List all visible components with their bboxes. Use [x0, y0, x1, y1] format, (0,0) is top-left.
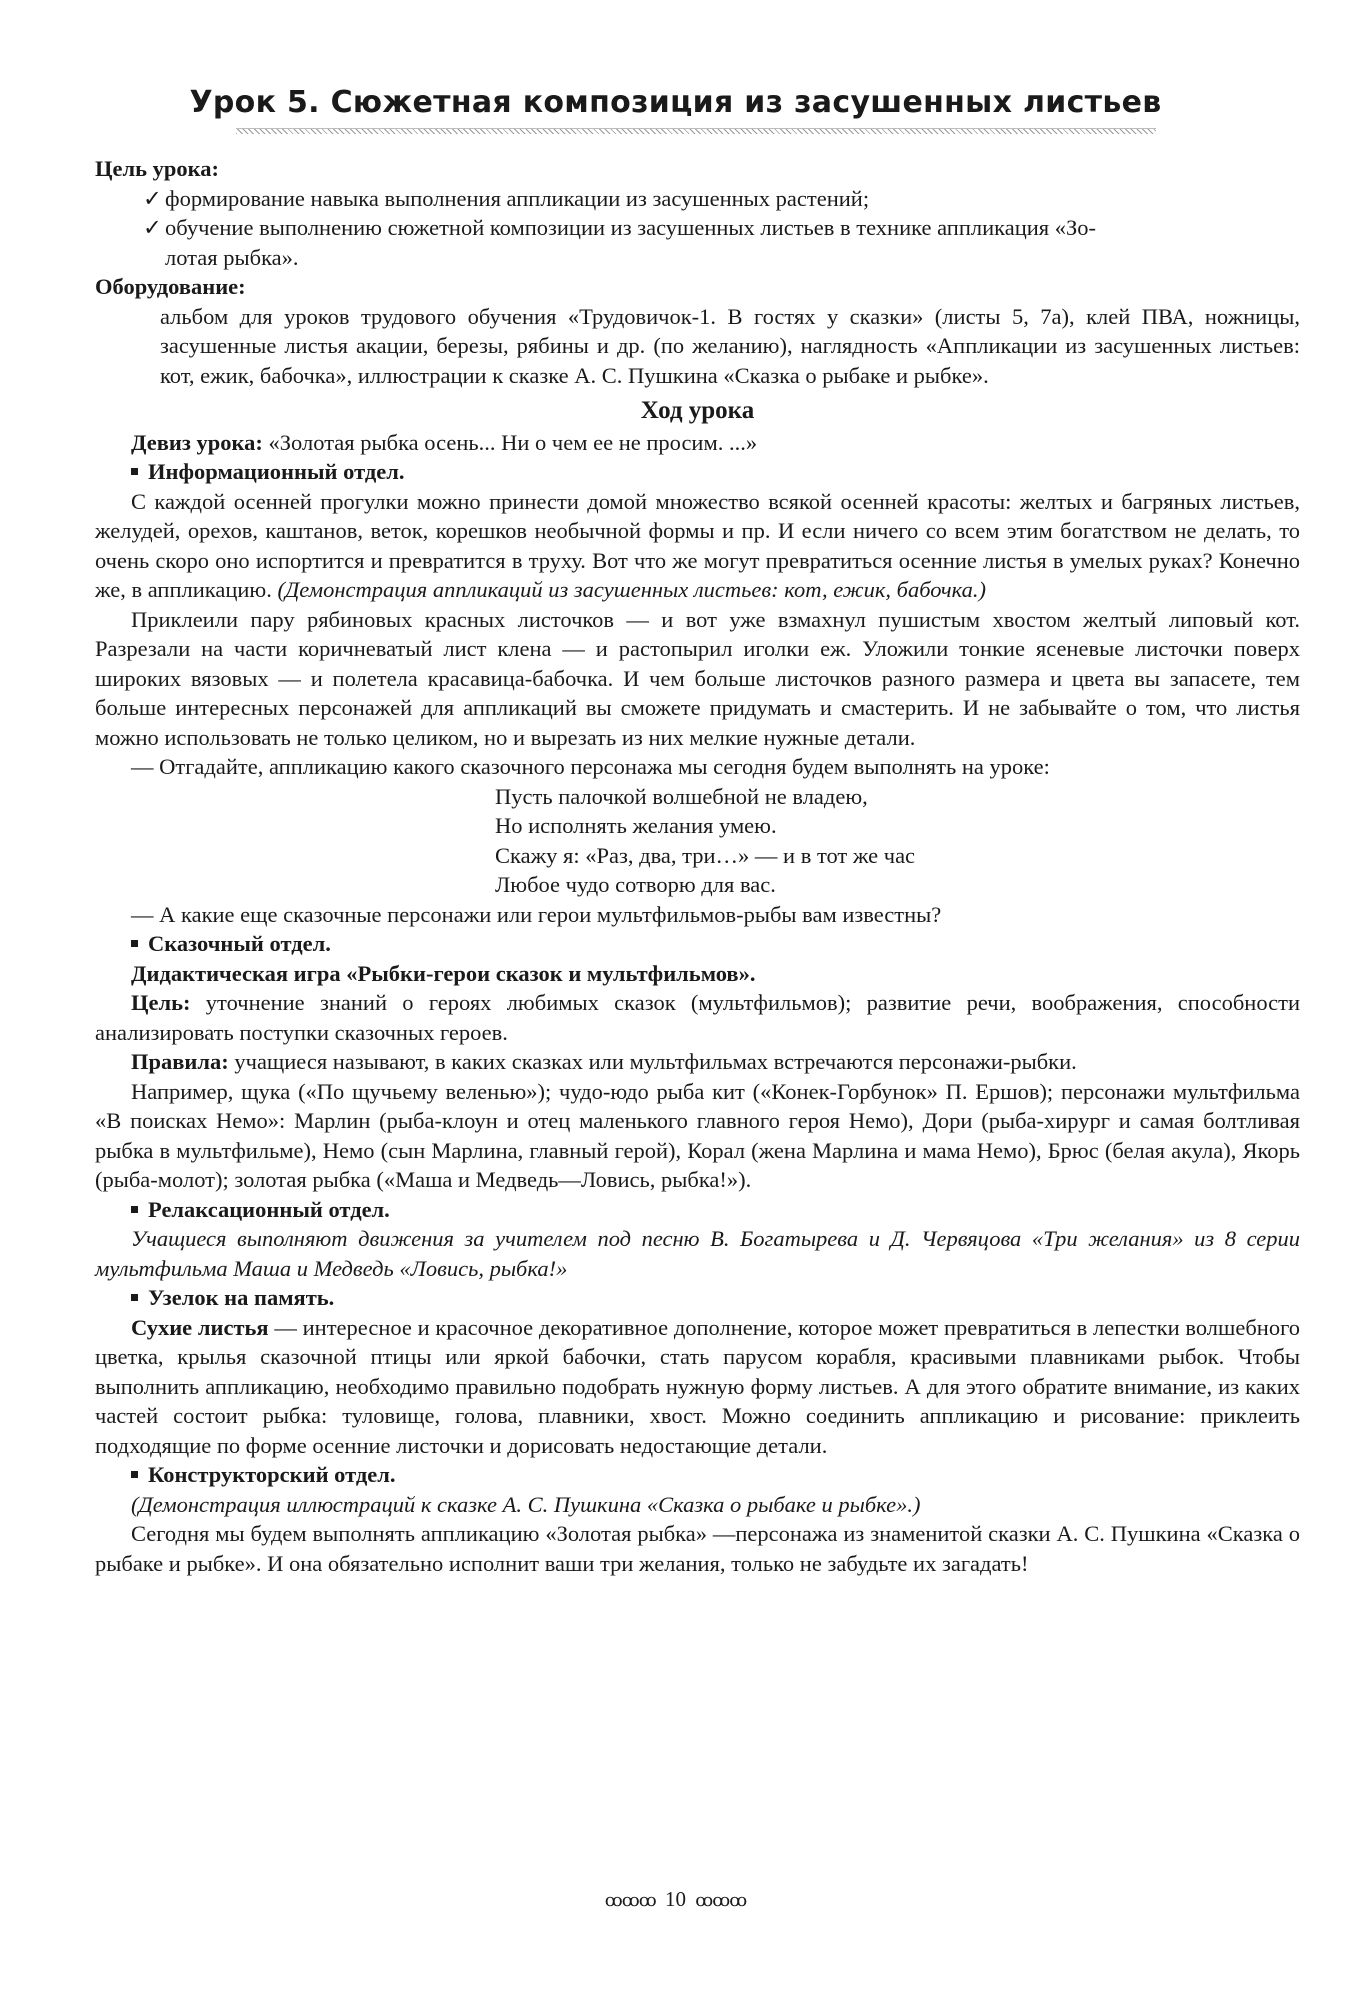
goal-item-1: ✓ формирование навыка выполнения аппликации из засушенных растений;: [95, 184, 1300, 214]
game-example: Например, щука («По щучьему веленью»); чудо-юдо рыба кит («Конек-Горбунок» П. Ершов); персонажи мультфильма «В поисках Немо»: Марлин (рыба-клоун и отец маленького главного героя Немо), Дори (рыба-хирург и самая болтливая рыбка в мультфильме), Немо (сын Марлина, главный герой), Корал (жена Марлина и мама Немо), Брюс (белая акула), Якорь (рыба-молот); золотая рыбка («Маша и Медведь—Ловись, рыбка!»).: [95, 1078, 1300, 1192]
section-relax: Релаксационный отдел.: [95, 1195, 1300, 1225]
page-number: 10: [665, 1887, 686, 1911]
bullet-icon: [131, 1471, 138, 1478]
section-memory: Узелок на память.: [95, 1283, 1300, 1313]
bullet-icon: [131, 1206, 138, 1213]
section-info: Информационный отдел.: [95, 457, 1300, 487]
poem-line: Пусть палочкой волшебной не владею,: [495, 783, 868, 809]
game-goal: Цель: уточнение знаний о героях любимых сказок (мультфильмов); развитие речи, воображения, способности анализировать поступки сказочных героев.: [95, 990, 1300, 1045]
poem-line: Но исполнять желания умею.: [495, 813, 777, 838]
poem: [95, 782, 1300, 900]
ornament-right-icon: ꝏꝏꝏ: [695, 1890, 747, 1911]
game-rules: Правила: учащиеся называют, в каких сказках или мультфильмах встречаются персонажи-рыбки.: [131, 1049, 1077, 1074]
goal-item-2-cont: лотая рыбка».: [165, 244, 299, 270]
game-title: Дидактическая игра «Рыбки-герои сказок и мультфильмов».: [131, 960, 756, 986]
bullet-icon: [131, 468, 138, 475]
motto-text: «Золотая рыбка осень... Ни о чем ее не просим. ...»: [262, 429, 758, 455]
goal-item-2: ✓ обучение выполнению сюжетной композиции из засушенных листьев в технике аппликация «Зо-: [95, 213, 1300, 243]
check-icon: ✓: [143, 215, 162, 240]
poem-line: Скажу я: «Раз, два, три…» — и в тот же час: [495, 842, 916, 868]
section-construct: Конструкторский отдел.: [95, 1460, 1300, 1490]
equipment-text: альбом для уроков трудового обучения «Трудовичок-1. В гостях у сказки» (листы 5, 7а), клей ПВА, ножницы, засушенные листья акации, березы, рябины и др. (по желанию), наглядность «Аппликации из засушенных листьев: кот, ежик, бабочка», иллюстрации к сказке А. С. Пушкина «Сказка о рыбаке и рыбке».: [160, 303, 1300, 388]
riddle-intro: — Отгадайте, аппликацию какого сказочного персонажа мы сегодня будем выполнять на уроке:: [131, 754, 1050, 779]
relax-text: Учащиеся выполняют движения за учителем под песню В. Богатырева и Д. Червяцова «Три желания» из 8 серии мультфильма Маша и Медведь «Ловись, рыбка!»: [95, 1226, 1300, 1281]
equipment-label: Оборудование:: [95, 274, 246, 299]
motto: [95, 428, 1300, 458]
motto-label: Девиз урока:: [131, 429, 263, 455]
bullet-icon: [131, 940, 138, 947]
content: [95, 154, 1300, 1578]
construct-text: Сегодня мы будем выполнять аппликацию «Золотая рыбка» —персонажа из знаменитой сказки А. С. Пушкина «Сказка о рыбаке и рыбке». И она обязательно исполнит ваши три желания, только не забудьте их загадать!: [95, 1521, 1300, 1576]
memory-text: Сухие листья — интересное и красочное декоративное дополнение, которое может превратиться в лепестки волшебного цветка, крылья сказочной птицы или яркой бабочки, стать парусом корабля, красивыми плавниками рыбок. Чтобы выполнить аппликацию, необходимо правильно подобрать нужную форму листьев. А для этого обратите внимание, из каких частей состоит рыбка: туловище, голова, плавники, хвост. Можно соединить аппликацию и рисование: приклеить подходящие по форме осенние листочки и дорисовать недостающие детали.: [95, 1314, 1300, 1458]
page-footer: [0, 1885, 1351, 1916]
lesson-heading: Ход урока: [640, 397, 755, 424]
title-underline: [236, 128, 1156, 134]
info-paragraph-1: С каждой осенней прогулки можно принести домой множество всякой осенней красоты: желтых и багряных листьев, желудей, орехов, каштанов, веток, корешков необычной формы и пр. И если ничего со всем этим богатством не делать, то очень скоро оно испортится и превратится в труху. Вот что же могут превратиться осенние листья в умелых руках? Конечно же, в аппликацию. (Демонстрация аппликаций из засушенных листьев: кот, ежик, бабочка.): [95, 488, 1300, 602]
info-paragraph-2: Приклеили пару рябиновых красных листочков — и вот уже взмахнул пушистым хвостом желтый липовый кот. Разрезали на части коричневатый лист клена — и растопырил иголки еж. Уложили тонкие ясеневые листочки поверх широких вязовых — и полетела красавица-бабочка. И чем больше листочков разного размера и цвета вы запасете, тем больше интересных персонажей для аппликаций вы сможете придумать и смастерить. И не забывайте о том, что листья можно использовать не только целиком, но и вырезать из них мелкие нужные детали.: [95, 606, 1300, 750]
question: — А какие еще сказочные персонажи или герои мультфильмов-рыбы вам известны?: [131, 901, 942, 927]
poem-line: Любое чудо сотворю для вас.: [495, 872, 776, 897]
bullet-icon: [131, 1294, 138, 1301]
section-fairy: Сказочный отдел.: [95, 929, 1300, 959]
goal-label: Цель урока:: [95, 156, 220, 181]
page-title: Урок 5. Сюжетная композиция из засушенных листьев: [189, 85, 1162, 120]
construct-demo: (Демонстрация иллюстраций к сказке А. С. Пушкина «Сказка о рыбаке и рыбке».): [131, 1491, 921, 1517]
ornament-left-icon: ꝏꝏꝏ: [604, 1890, 656, 1911]
check-icon: ✓: [143, 185, 162, 211]
